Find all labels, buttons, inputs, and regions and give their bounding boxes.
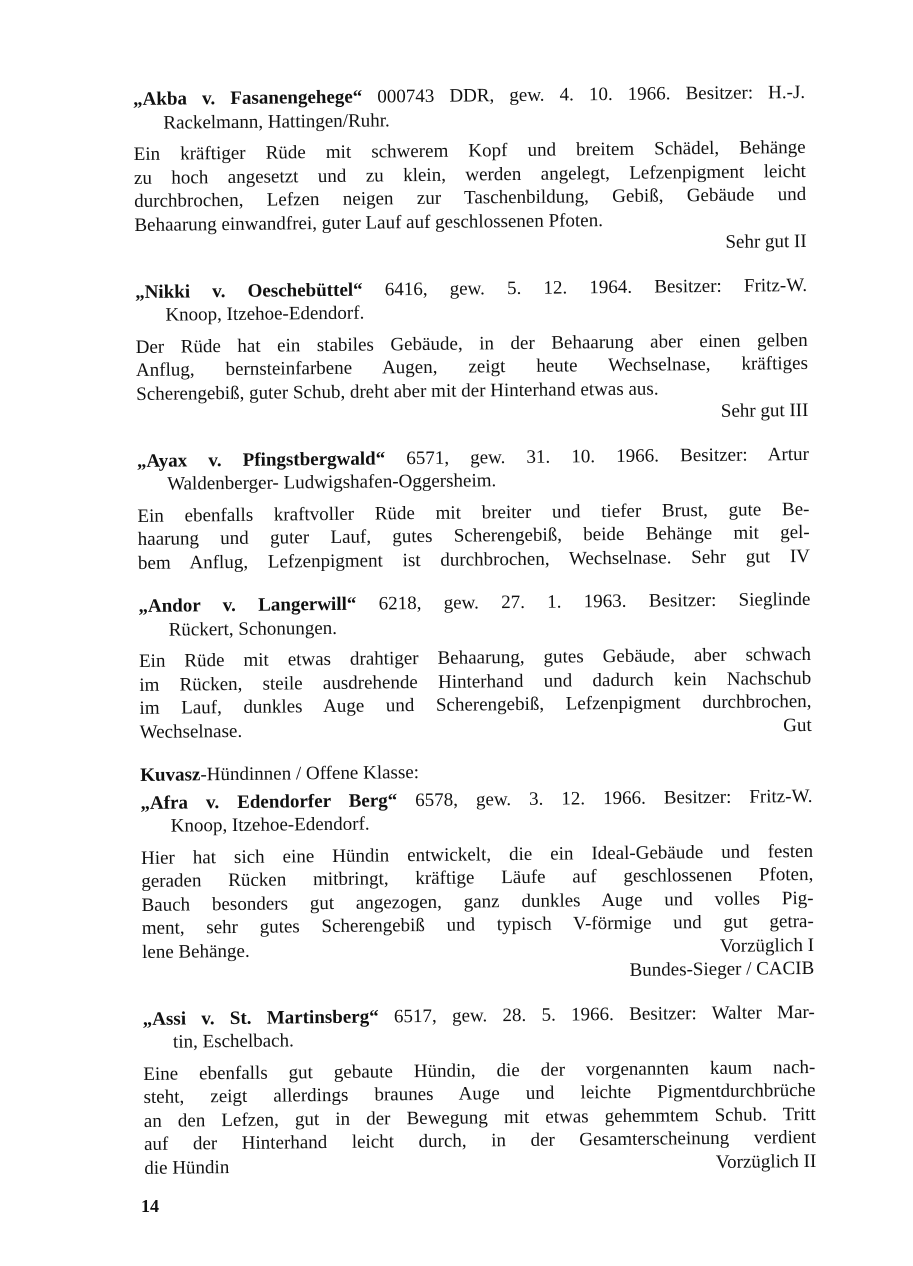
dog-entry xyxy=(140,784,814,987)
page-number: 14 xyxy=(141,1196,159,1216)
entry-text-line: Der Rüde hat ein stabiles Gebäude, in der Behaarung aber einen gelben xyxy=(135,329,808,358)
registration-details: 6218, gew. 27. 1. 1963. Besitzer: Sieglinde xyxy=(356,588,811,615)
dog-entry xyxy=(138,588,812,744)
grade: Vorzüglich I xyxy=(719,934,815,957)
registration-details: 6571, gew. 31. 10. 1966. Besitzer: Artur xyxy=(385,443,809,469)
grade: Sehr gut III xyxy=(720,399,809,422)
owner-line: Knoop, Itzehoe-Edendorf. xyxy=(165,302,365,326)
registration-details: 6416, gew. 5. 12. 1964. Besitzer: Fritz-W. xyxy=(362,274,808,301)
entry-text-line: im Lauf, dunkles Auge und Scherengebiß, Lefzenpigment durchbrochen, xyxy=(139,690,812,719)
entry-text-line: Hier hat sich eine Hündin entwickelt, die ein Ideal-Gebäude und festen xyxy=(140,840,814,869)
entry-text-line: Behaarung einwandfrei, guter Lauf auf geschlossenen Pfoten. xyxy=(134,209,604,236)
dog-entry xyxy=(137,442,810,575)
entry-text-line: Ein kräftiger Rüde mit schwerem Kopf und breitem Schädel, Behänge xyxy=(133,136,806,165)
entry-text-line: Anflug, bernsteinfarbene Augen, zeigt heute Wechselnase, kräftiges xyxy=(135,352,809,381)
entry-text-line: durchbrochen, Lefzen neigen zur Taschenbildung, Gebiß, Gebäude und xyxy=(134,183,807,212)
entry-text: die Hündin xyxy=(144,1156,230,1179)
entry-text-line: Eine ebenfalls gut gebaute Hündin, die der vorgenannten kaum nach- xyxy=(143,1056,816,1085)
entry-text-line: geraden Rücken mitbringt, kräftige Läufe auf geschlossenen Pfoten, xyxy=(141,863,814,892)
entry-text-line: im Rücken, steile ausdrehende Hinterhand und dadurch kein Nachschub xyxy=(139,667,812,696)
registration-details: 000743 DDR, gew. 4. 10. 1966. Besitzer: H.-J. xyxy=(362,81,806,108)
dog-name: „Akba v. Fasanengehege“ xyxy=(133,86,363,110)
entry-text-line: zu hoch angesetzt und zu klein, werden angelegt, Lefzenpigment leicht xyxy=(133,160,807,189)
entry-text: bem Anflug, Lefzenpigment ist durchbrochen, Wechselnase. xyxy=(137,546,672,574)
owner-line: Rückert, Schonungen. xyxy=(168,617,338,641)
owner-line: tin, Eschelbach. xyxy=(172,1030,294,1053)
owner-line: Rackelmann, Hattingen/Ruhr. xyxy=(163,109,390,134)
entry-text-line: haarung und guter Lauf, gutes Scherengebiß, beide Behänge mit gel- xyxy=(137,521,810,550)
dog-name: „Afra v. Edendorfer Berg“ xyxy=(140,789,398,814)
grade: Sehr gut II xyxy=(725,230,807,253)
dog-name: „Andor v. Langerwill“ xyxy=(138,593,357,617)
award: Bundes-Sieger / CACIB xyxy=(629,957,815,981)
dog-name: „Ayax v. Pfingstbergwald“ xyxy=(136,447,386,472)
entry-text-line: Bauch besonders gut angezogen, ganz dunkles Auge und volles Pig- xyxy=(141,887,814,916)
dog-entry xyxy=(143,1000,817,1180)
owner-line: Knoop, Itzehoe-Edendorf. xyxy=(170,813,370,837)
section-heading-bold: Kuvasz xyxy=(140,764,201,786)
registration-details: 6517, gew. 28. 5. 1966. Besitzer: Walter Mar- xyxy=(378,1001,815,1027)
grade: Vorzüglich II xyxy=(715,1150,817,1173)
entry-text: Wechselnase. xyxy=(139,720,243,743)
entry-text-line: Ein ebenfalls kraftvoller Rüde mit breiter und tiefer Brust, gute Be- xyxy=(137,498,810,527)
grade: Sehr gut IV xyxy=(691,545,811,568)
male-entries xyxy=(133,81,812,744)
entry-text-line: ment, sehr gutes Scherengebiß und typisch V-förmige und gut getra- xyxy=(141,910,814,939)
entry-text-line: steht, zeigt allerdings braunes Auge und leichte Pigmentdurchbrüche xyxy=(143,1079,816,1108)
entry-text-line: Ein Rüde mit etwas drahtiger Behaarung, gutes Gebäude, aber schwach xyxy=(138,643,812,672)
dog-name: „Assi v. St. Martinsberg“ xyxy=(142,1005,379,1030)
dog-name: „Nikki v. Oeschebüttel“ xyxy=(135,279,363,303)
dog-entry xyxy=(133,81,807,261)
registration-details: 6578, gew. 3. 12. 1966. Besitzer: Fritz-W. xyxy=(397,785,813,811)
female-entries xyxy=(140,784,816,1180)
section-heading-rest: -Hündinnen / Offene Klasse: xyxy=(200,762,420,786)
entry-text-line: an den Lefzen, gut in der Bewegung mit etwas gehemmtem Schub. Tritt xyxy=(143,1103,816,1132)
section-heading xyxy=(140,757,812,788)
document-page xyxy=(133,81,817,1200)
entry-text-line: Scherengebiß, guter Schub, dreht aber mit der Hinterhand etwas aus. xyxy=(136,378,659,405)
entry-text: lene Behänge. xyxy=(141,940,250,963)
grade: Gut xyxy=(783,714,812,736)
owner-line: Waldenberger- Ludwigshafen-Oggersheim. xyxy=(167,470,497,495)
entry-text-line: auf der Hinterhand leicht durch, in der Gesamterscheinung verdient xyxy=(143,1126,817,1155)
dog-entry xyxy=(135,273,809,429)
